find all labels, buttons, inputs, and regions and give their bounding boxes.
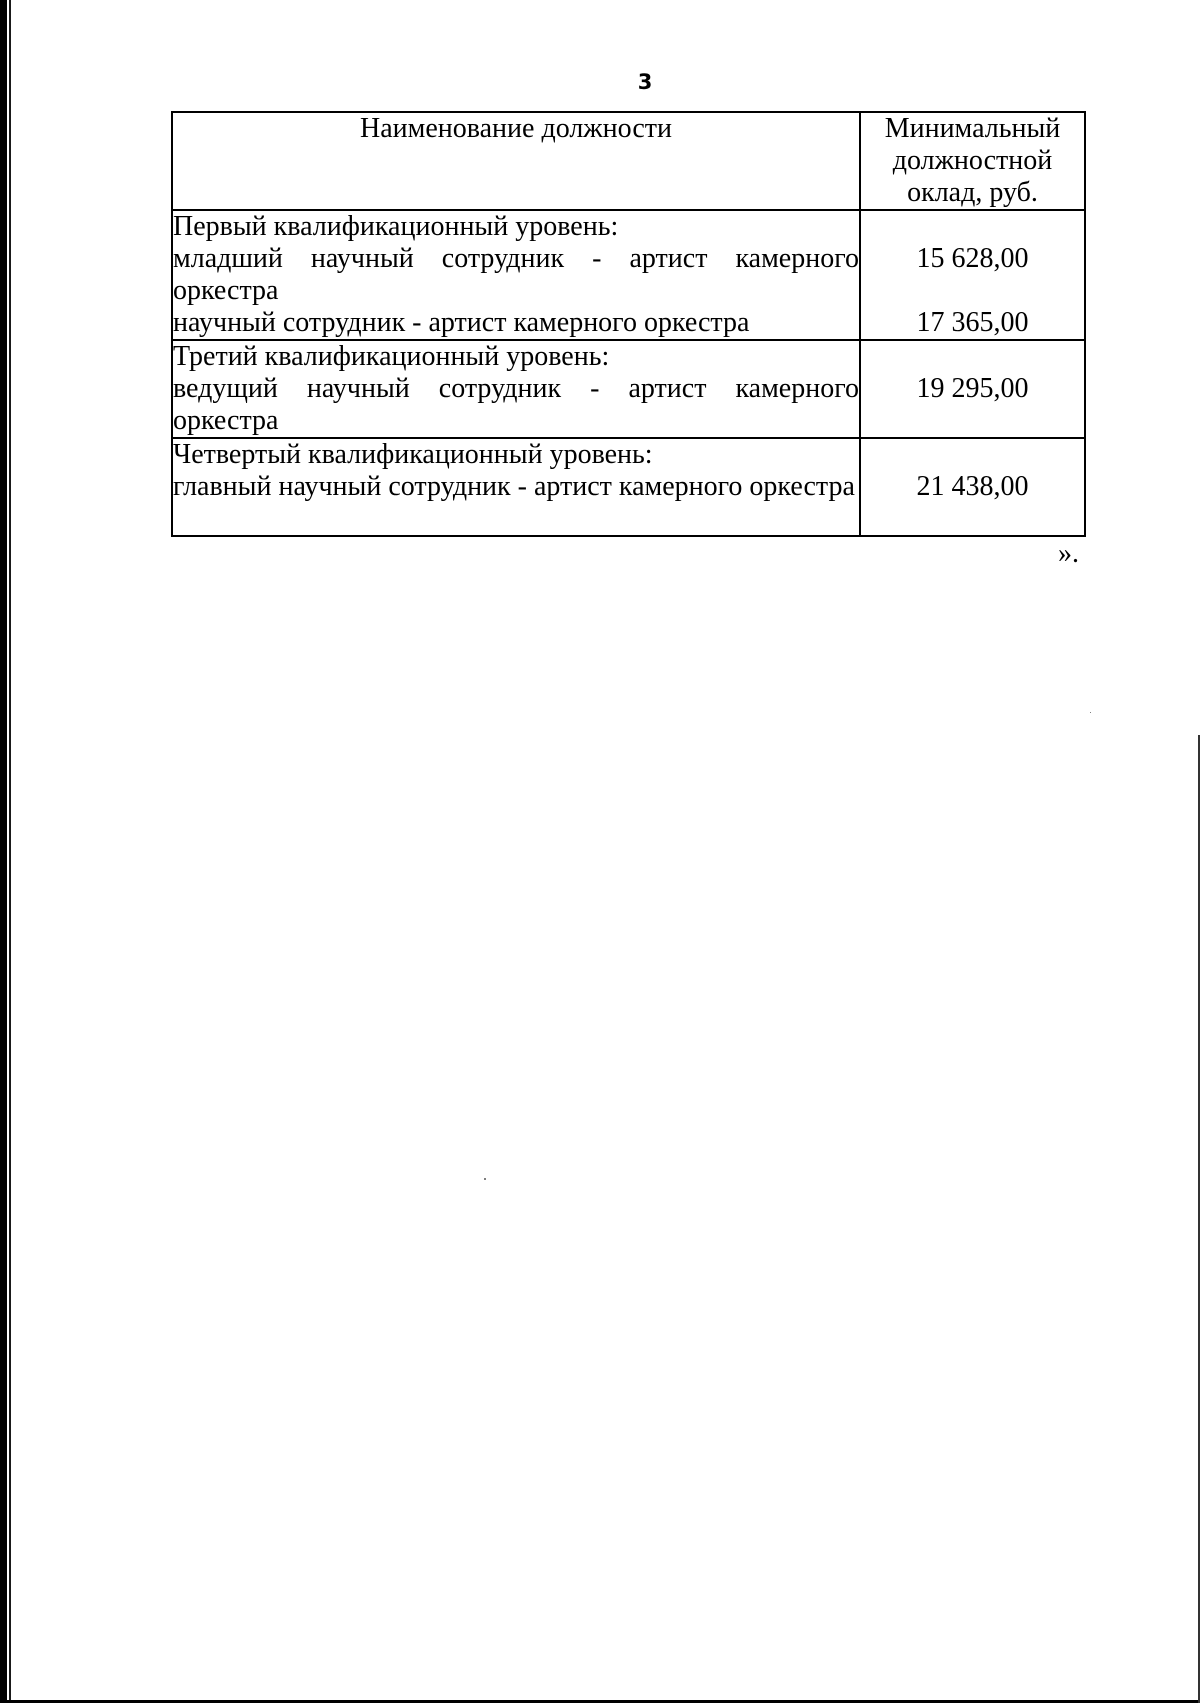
position-name: ведущий научный сотрудник - артист камерного оркестра: [173, 373, 859, 436]
page-number: 3: [637, 70, 653, 94]
salary-cell: [860, 210, 1085, 340]
scan-speck: [1090, 712, 1091, 713]
position-group-cell: [172, 438, 860, 536]
salary-value: 19 295,00: [916, 373, 1029, 404]
position-group-cell: [172, 210, 860, 340]
salary-value: 17 365,00: [916, 307, 1029, 338]
position-group-cell: [172, 340, 860, 438]
header-salary-line: должностной: [892, 145, 1053, 176]
header-salary-line: оклад, руб.: [907, 177, 1038, 208]
table-row: [172, 210, 1085, 340]
table-header-row: [172, 112, 1085, 210]
header-minimum-salary: [860, 112, 1085, 210]
qualification-level-label: Третий квалификационный уровень:: [173, 341, 610, 372]
salary-value: 21 438,00: [916, 471, 1029, 502]
salary-table: [171, 111, 1086, 537]
position-name: научный сотрудник - артист камерного оркестра: [173, 307, 750, 338]
salary-value: 15 628,00: [916, 243, 1029, 274]
closing-quote: ».: [1058, 538, 1079, 569]
table-row: [172, 438, 1085, 536]
salary-cell: [860, 340, 1085, 438]
position-name: младший научный сотрудник - артист камерного оркестра: [173, 243, 859, 306]
scan-edge-left: [0, 0, 7, 1703]
scan-edge-left-inner: [9, 0, 11, 1703]
salary-cell: [860, 438, 1085, 536]
qualification-level-label: Четвертый квалификационный уровень:: [173, 439, 653, 470]
scan-speck: [484, 1178, 486, 1180]
header-salary-line: Минимальный: [884, 113, 1061, 144]
qualification-level-label: Первый квалификационный уровень:: [173, 211, 619, 242]
position-name: главный научный сотрудник - артист камерного оркестра: [173, 471, 855, 502]
header-position-name: Наименование должности: [172, 112, 860, 210]
table-row: [172, 340, 1085, 438]
